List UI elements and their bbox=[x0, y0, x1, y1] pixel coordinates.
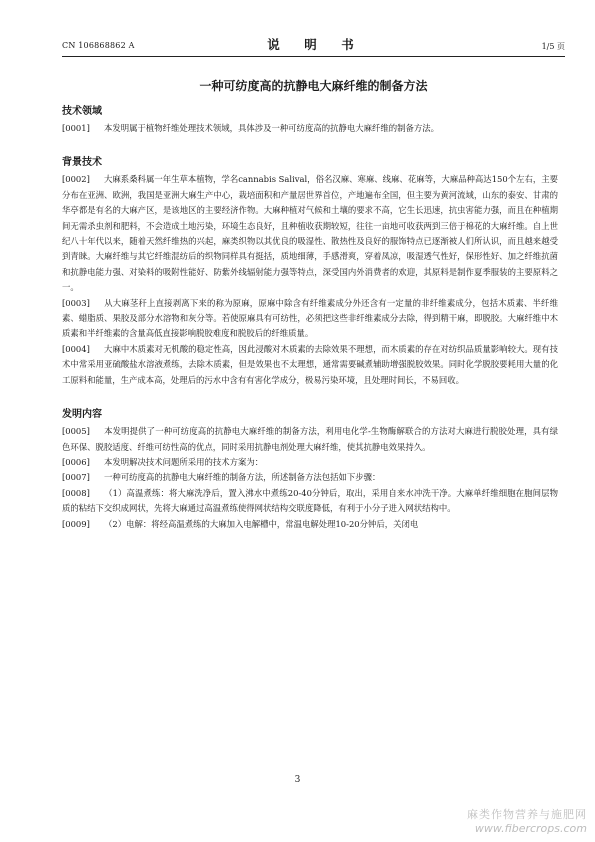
paragraph-text: 一种可纺度高的抗静电大麻纤维的制备方法，所述制备方法包括如下步骤： bbox=[104, 472, 381, 483]
paragraph-text: 本发明提供了一种可纺度高的抗静电大麻纤维的制备方法，利用电化学-生物酶解联合的方法对大麻进行脱胶处理，具有绿色环保、脱胶适度、纤维可纺性高的优点，同时采用抗静电剂处理大麻纤维，使其抗静电效果持久。 bbox=[62, 426, 558, 452]
page-info: 1/5 页 bbox=[541, 42, 565, 51]
paragraph-text: （1）高温煮练：将大麻洗净后，置入沸水中煮练20-40分钟后，取出，采用自来水冲洗干净。大麻单纤维细胞在胞间层物质的粘结下交织成网状，先将大麻通过高温煮练使得网状结构交联度降低，有利于小分子进入网状结构中。 bbox=[62, 487, 558, 514]
paragraph bbox=[62, 121, 558, 136]
paragraph bbox=[62, 470, 558, 485]
paragraph bbox=[62, 455, 558, 470]
paragraph bbox=[62, 342, 558, 388]
paragraph-number: [0001] bbox=[62, 123, 90, 133]
section-heading: 背景技术 bbox=[62, 157, 102, 169]
document-title: 一种可纺度高的抗静电大麻纤维的制备方法 bbox=[199, 79, 428, 93]
paragraph-text: 大麻系桑科属一年生草本植物，学名cannabis Salival，俗名汉麻、寒麻、线麻、花麻等，大麻品种高达150个左右，主要分布在亚洲、欧洲，我国是亚洲大麻生产中心，栽培面积和产量居世界首位，产地遍布全国，但主要为黄河流域，山东的泰安、甘肃的华亭都是有名的大麻产区，是该地区的主要经济作物。大麻种植对气候和土壤的要求不高，它生长迅速，抗虫害能力强，而且在种植期间无需杀虫剂和肥料，不会造成土地污染，环境生态良好，且种植收获期较短，往往一亩地可收获两到三倍于棉花的大麻纤维。自上世纪八十年代以来，随着天然纤维热的兴起，麻类织物以其优良的吸湿性、散热性及良好的服饰特点已逐渐被人们所认识，而且越来越受到青睐。大麻纤维与其它纤维混纺后的织物同样具有挺括，质地细薄，手感滑爽，穿着凤凉，吸湿透气性好，保形性好、加之纤维抗菌和抗静电能力强、对染料的吸附性能好、防紫外线辐射能力强等特点，深受国内外消费者的欢迎，其原料是制作夏季服装的主要原料之一。 bbox=[62, 174, 558, 293]
paragraph-text: 本发明属于植物纤维处理技术领域，具体涉及一种可纺度高的抗静电大麻纤维的制备方法。 bbox=[104, 123, 439, 133]
paragraph-number: [0004] bbox=[62, 343, 90, 354]
section-heading: 技术领域 bbox=[62, 106, 102, 117]
paragraph bbox=[62, 296, 558, 342]
paragraph-text: 从大麻茎秆上直接剥离下来的称为原麻，原麻中除含有纤维素成分外还含有一定量的非纤维素成分，包括木质素、半纤维素、蜡脂质、果胶及部分水溶物和灰分等。若使原麻具有可纺性，必须把这些非纤维素成分去除，得到精干麻，即脱胶。大麻纤维中木质素和半纤维素的含量高低直接影响脱胶难度和脱胶后的纤维质量。 bbox=[62, 297, 558, 339]
paragraph bbox=[62, 517, 558, 532]
section-heading: 发明内容 bbox=[62, 409, 102, 421]
watermark-site-name: 麻类作物营养与施肥网 bbox=[467, 808, 587, 821]
patent-number: CN 106868862 A bbox=[62, 41, 135, 50]
paragraph-text: 大麻中木质素对无机酸的稳定性高，因此浸酸对木质素的去除效果不理想，而木质素的存在对纺织品质量影响较大。现有技术中常采用亚硫酸盐水溶液煮练，去除木质素，但是效果也不太理想，通常需要碱煮辅助增强脱胶效果。同时化学脱胶要耗用大量的化工原料和能量，生产成本高，处理后的污水中含有有害化学成分，极易污染环境，且处理时间长，不易回收。 bbox=[62, 343, 558, 385]
paragraph bbox=[62, 172, 558, 295]
paragraph-number: [0006] bbox=[62, 456, 90, 467]
header-rule bbox=[62, 56, 565, 57]
paragraph-number: [0007] bbox=[62, 472, 90, 483]
paragraph-number: [0003] bbox=[62, 297, 90, 308]
page-number: 3 bbox=[294, 775, 301, 785]
watermark-url: www.fibercrops.com bbox=[474, 822, 587, 835]
watermark bbox=[467, 808, 587, 836]
paragraph-number: [0005] bbox=[62, 426, 90, 437]
paragraph bbox=[62, 424, 558, 455]
document-type: 说 明 书 bbox=[267, 37, 360, 52]
paragraph-text: （2）电解：将经高温煮练的大麻加入电解槽中，常温电解处理10-20分钟后，关闭电 bbox=[104, 518, 419, 529]
paragraph-number: [0008] bbox=[62, 487, 90, 498]
paragraph-text: 本发明解决技术问题所采用的技术方案为： bbox=[104, 456, 264, 467]
page-header bbox=[62, 35, 565, 55]
document-body bbox=[62, 105, 558, 532]
paragraph bbox=[62, 486, 558, 517]
paragraph-number: [0009] bbox=[62, 518, 90, 529]
paragraph-number: [0002] bbox=[62, 174, 90, 185]
